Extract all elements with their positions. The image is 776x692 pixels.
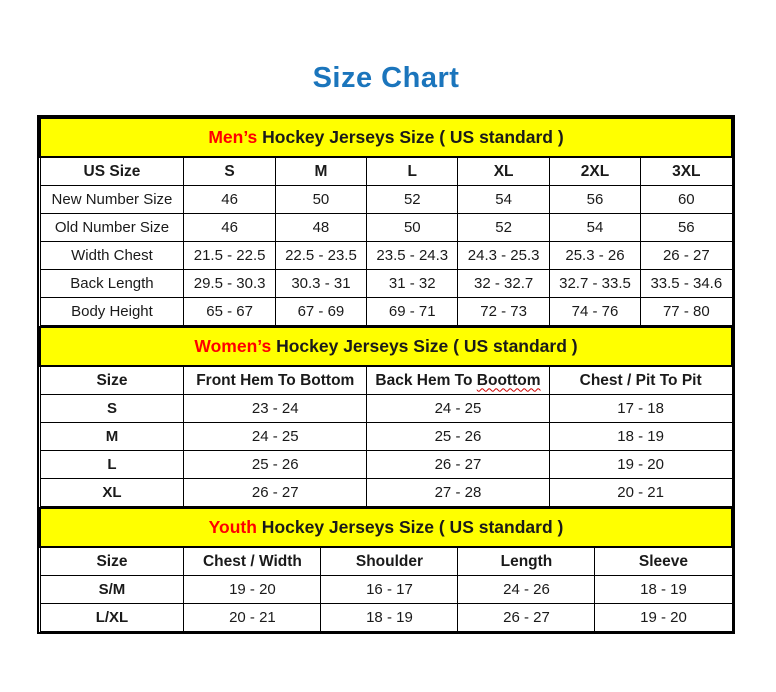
table-row <box>40 214 732 242</box>
value-cell: 24 - 25 <box>367 395 550 423</box>
row-label-cell: S <box>40 395 184 423</box>
value-cell: 24.3 - 25.3 <box>458 242 549 270</box>
column-header-cell: XL <box>458 157 549 186</box>
table-row <box>40 451 732 479</box>
table-row <box>40 576 732 604</box>
value-cell: 24 - 25 <box>184 423 367 451</box>
mens-section-title-text: Hockey Jerseys Size ( US standard ) <box>257 127 564 147</box>
value-cell: 17 - 18 <box>549 395 732 423</box>
column-header-cell: Size <box>40 547 184 576</box>
value-cell: 74 - 76 <box>549 298 640 326</box>
misspelled-word: Boottom <box>476 371 541 389</box>
column-header-text: Back Hem To <box>375 371 477 389</box>
row-label-cell: Back Length <box>40 270 184 298</box>
value-cell: 26 - 27 <box>184 479 367 507</box>
table-row <box>40 270 732 298</box>
youth-section-title-text: Hockey Jerseys Size ( US standard ) <box>256 517 564 537</box>
youth-column-header-row <box>40 547 732 576</box>
mens-section-header <box>40 118 732 157</box>
column-header-cell <box>367 366 550 395</box>
column-header-cell: Chest / Width <box>184 547 321 576</box>
womens-section-header-row <box>40 327 732 366</box>
value-cell: 19 - 20 <box>184 576 321 604</box>
page-title: Size Chart <box>312 62 460 94</box>
value-cell: 52 <box>367 186 458 214</box>
table-row <box>40 604 732 632</box>
value-cell: 56 <box>549 186 640 214</box>
value-cell: 46 <box>184 186 275 214</box>
mens-size-table <box>39 117 733 326</box>
column-header-cell: M <box>275 157 366 186</box>
column-header-cell: L <box>367 157 458 186</box>
value-cell: 48 <box>275 214 366 242</box>
value-cell: 16 - 17 <box>321 576 458 604</box>
value-cell: 24 - 26 <box>458 576 595 604</box>
table-row <box>40 479 732 507</box>
value-cell: 18 - 19 <box>321 604 458 632</box>
value-cell: 52 <box>458 214 549 242</box>
column-header-cell: Length <box>458 547 595 576</box>
column-header-cell: US Size <box>40 157 184 186</box>
row-label-cell: S/M <box>40 576 184 604</box>
value-cell: 18 - 19 <box>595 576 732 604</box>
value-cell: 31 - 32 <box>367 270 458 298</box>
value-cell: 50 <box>367 214 458 242</box>
table-row <box>40 423 732 451</box>
value-cell: 69 - 71 <box>367 298 458 326</box>
mens-section-header-row <box>40 118 732 157</box>
value-cell: 22.5 - 23.5 <box>275 242 366 270</box>
youth-section-accent: Youth <box>208 517 257 537</box>
mens-column-header-row <box>40 157 732 186</box>
column-header-cell: Sleeve <box>595 547 732 576</box>
value-cell: 72 - 73 <box>458 298 549 326</box>
youth-size-table <box>39 507 733 632</box>
column-header-cell: Chest / Pit To Pit <box>549 366 732 395</box>
value-cell: 27 - 28 <box>367 479 550 507</box>
mens-section-accent: Men’s <box>208 127 258 147</box>
value-cell: 60 <box>641 186 732 214</box>
value-cell: 21.5 - 22.5 <box>184 242 275 270</box>
size-chart-tables <box>37 115 735 634</box>
value-cell: 23.5 - 24.3 <box>367 242 458 270</box>
column-header-cell: Size <box>40 366 184 395</box>
value-cell: 25.3 - 26 <box>549 242 640 270</box>
value-cell: 25 - 26 <box>367 423 550 451</box>
value-cell: 54 <box>549 214 640 242</box>
table-row <box>40 186 732 214</box>
value-cell: 65 - 67 <box>184 298 275 326</box>
row-label-cell: L/XL <box>40 604 184 632</box>
value-cell: 30.3 - 31 <box>275 270 366 298</box>
womens-column-header-row <box>40 366 732 395</box>
row-label-cell: XL <box>40 479 184 507</box>
column-header-cell: Shoulder <box>321 547 458 576</box>
row-label-cell: Old Number Size <box>40 214 184 242</box>
value-cell: 46 <box>184 214 275 242</box>
row-label-cell: M <box>40 423 184 451</box>
column-header-cell: 2XL <box>549 157 640 186</box>
row-label-cell: Width Chest <box>40 242 184 270</box>
column-header-cell: S <box>184 157 275 186</box>
row-label-cell: New Number Size <box>40 186 184 214</box>
value-cell: 26 - 27 <box>367 451 550 479</box>
row-label-cell: L <box>40 451 184 479</box>
value-cell: 26 - 27 <box>641 242 732 270</box>
value-cell: 33.5 - 34.6 <box>641 270 732 298</box>
value-cell: 19 - 20 <box>549 451 732 479</box>
youth-section-header-row <box>40 508 732 547</box>
column-header-cell: Front Hem To Bottom <box>184 366 367 395</box>
value-cell: 67 - 69 <box>275 298 366 326</box>
table-row <box>40 242 732 270</box>
value-cell: 54 <box>458 186 549 214</box>
value-cell: 56 <box>641 214 732 242</box>
column-header-cell: 3XL <box>641 157 732 186</box>
value-cell: 19 - 20 <box>595 604 732 632</box>
value-cell: 29.5 - 30.3 <box>184 270 275 298</box>
value-cell: 32 - 32.7 <box>458 270 549 298</box>
youth-section-header <box>40 508 732 547</box>
womens-size-table <box>39 326 733 507</box>
value-cell: 20 - 21 <box>549 479 732 507</box>
value-cell: 23 - 24 <box>184 395 367 423</box>
value-cell: 25 - 26 <box>184 451 367 479</box>
value-cell: 18 - 19 <box>549 423 732 451</box>
value-cell: 50 <box>275 186 366 214</box>
womens-section-header <box>40 327 732 366</box>
row-label-cell: Body Height <box>40 298 184 326</box>
womens-section-title-text: Hockey Jerseys Size ( US standard ) <box>271 336 578 356</box>
value-cell: 20 - 21 <box>184 604 321 632</box>
womens-section-accent: Women’s <box>194 336 272 356</box>
value-cell: 26 - 27 <box>458 604 595 632</box>
value-cell: 32.7 - 33.5 <box>549 270 640 298</box>
table-row <box>40 395 732 423</box>
value-cell: 77 - 80 <box>641 298 732 326</box>
table-row <box>40 298 732 326</box>
